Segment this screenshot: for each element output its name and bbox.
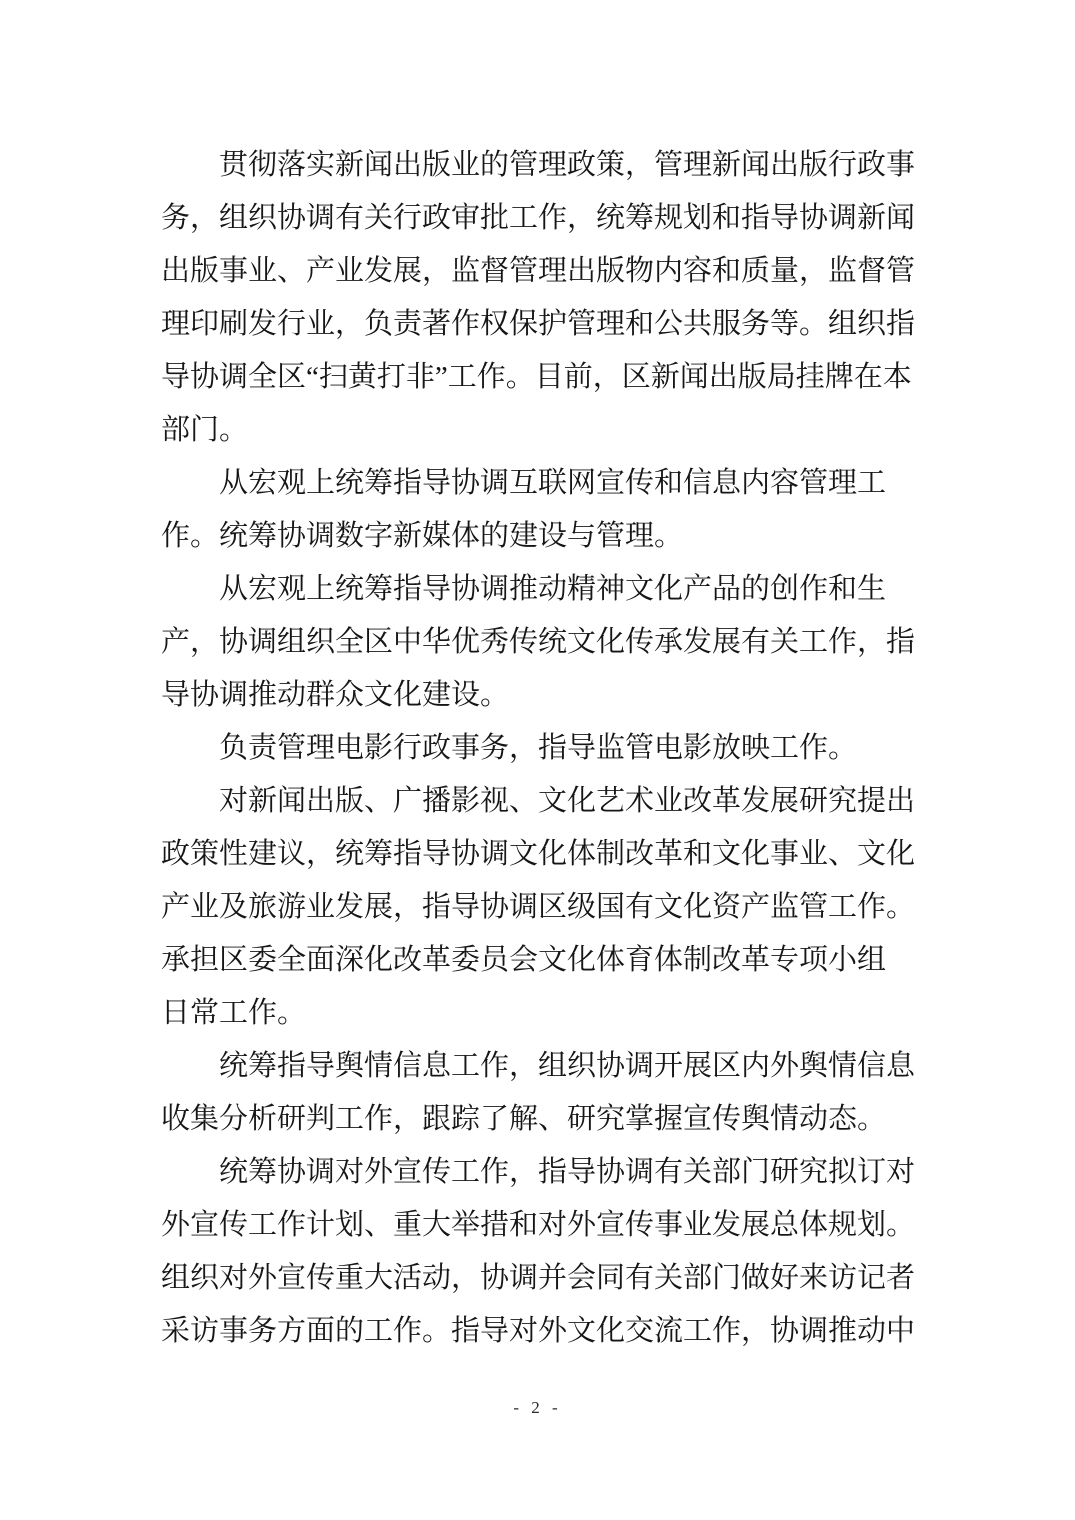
text-line: 从宏观上统筹指导协调互联网宣传和信息内容管理工	[219, 467, 887, 499]
text-line: 导协调推动群众文化建设。	[161, 679, 510, 711]
text-line: 部门。	[161, 414, 249, 446]
paragraph	[161, 1040, 917, 1146]
text-line: 外宣传工作计划、重大举措和对外宣传事业发展总体规划。	[161, 1209, 916, 1241]
page-number: - 2 -	[513, 1398, 562, 1417]
paragraph	[161, 563, 917, 722]
text-line: 产业及旅游业发展，指导协调区级国有文化资产监管工作。	[161, 891, 916, 923]
text-line: 出版事业、产业发展，监督管理出版物内容和质量，监督管	[161, 255, 916, 287]
text-line: 从宏观上统筹指导协调推动精神文化产品的创作和生	[219, 573, 887, 605]
text-line: 导协调全区“扫黄打非”工作。目前，区新闻出版局挂牌在本	[161, 361, 912, 393]
text-line: 采访事务方面的工作。指导对外文化交流工作，协调推动中	[161, 1315, 916, 1347]
text-line: 统筹指导舆情信息工作，组织协调开展区内外舆情信息	[219, 1050, 916, 1082]
text-line: 负责管理电影行政事务，指导监管电影放映工作。	[219, 732, 858, 764]
paragraph	[161, 722, 917, 775]
text-line: 统筹协调对外宣传工作，指导协调有关部门研究拟订对	[219, 1156, 916, 1188]
text-line: 作。统筹协调数字新媒体的建设与管理。	[161, 520, 684, 552]
paragraph	[161, 1146, 917, 1358]
text-line: 贯彻落实新闻出版业的管理政策，管理新闻出版行政事	[219, 149, 916, 181]
document-body	[161, 139, 917, 1358]
text-line: 政策性建议，统筹指导协调文化体制改革和文化事业、文化	[161, 838, 916, 870]
text-line: 承担区委全面深化改革委员会文化体育体制改革专项小组	[161, 944, 887, 976]
text-line: 务，组织协调有关行政审批工作，统筹规划和指导协调新闻	[161, 202, 916, 234]
text-line: 产，协调组织全区中华优秀传统文化传承发展有关工作，指	[161, 626, 916, 658]
paragraph	[161, 775, 917, 1040]
text-line: 组织对外宣传重大活动，协调并会同有关部门做好来访记者	[161, 1262, 916, 1294]
text-line: 对新闻出版、广播影视、文化艺术业改革发展研究提出	[219, 785, 916, 817]
paragraph	[161, 139, 917, 457]
paragraph	[161, 457, 917, 563]
text-line: 理印刷发行业，负责著作权保护管理和公共服务等。组织指	[161, 308, 916, 340]
text-line: 收集分析研判工作，跟踪了解、研究掌握宣传舆情动态。	[161, 1103, 887, 1135]
text-line: 日常工作。	[161, 997, 307, 1029]
